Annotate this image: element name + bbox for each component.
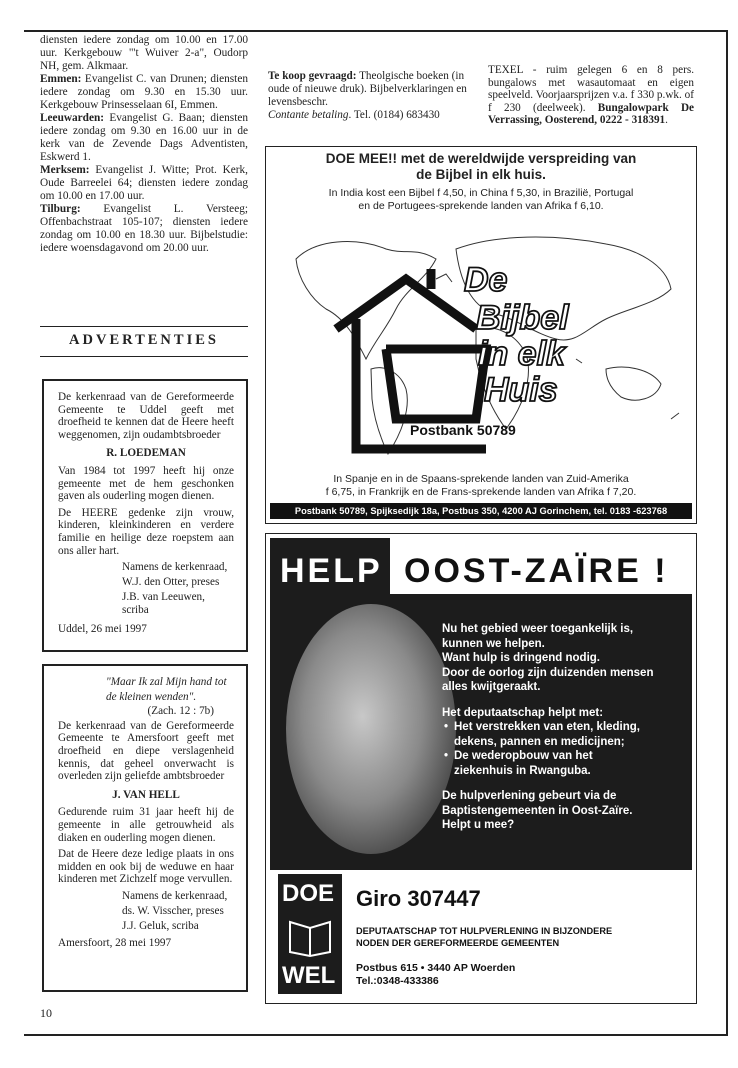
services-leeuwarden: Leeuwarden: Evangelist G. Baan; diensten iedere zondag om 9.30 en 16.00 uur in de kerk van de Zevende Dags Adventisten, Eskwerd 1.	[40, 112, 248, 163]
signature-line: Namens de kerkenraad,	[122, 889, 228, 902]
obituary-text: Dat de Heere deze ledige plaats in ons midden en ook bij de weduwe en haar kinderen met Zichzelf moge vervullen.	[58, 848, 234, 886]
obituary-text: Gedurende ruim 31 jaar heeft hij de gemeente in alle getrouwheid als diaken en ouderling mogen dienen.	[58, 806, 234, 844]
giro-number: Giro 307447	[356, 886, 481, 911]
ad-help-oost-zaire	[265, 533, 697, 1004]
logo-word-in-elk: in elk	[478, 335, 565, 373]
logo-word-huis: Huis	[484, 371, 558, 409]
ad-bijbel-in-elk-huis	[265, 146, 697, 524]
bible-quote: "Maar Ik zal Mijn hand tot	[106, 676, 227, 688]
page-border-bottom	[24, 1034, 728, 1036]
signature-line: Namens de kerkenraad,	[122, 561, 228, 574]
obituary-text: Van 1984 tot 1997 heeft hij onze gemeente met de hem geschonken gaven als ouderling mogen dienen.	[58, 464, 234, 503]
classified-te-koop: Te koop gevraagd: Theolgische boeken (in oude of nieuwe druk). Bijbelverklaringen en levensbeschr. Contante betaling. Tel. (0184) 683430	[268, 70, 467, 121]
ad-headline-help: HELP	[280, 552, 383, 590]
obituary-date: Amersfoort, 28 mei 1997	[58, 936, 172, 949]
obituary-name: J. VAN HELL	[112, 788, 180, 801]
ad-headline-oost-zaire: OOST-ZAÏRE !	[404, 552, 669, 590]
deputaatschap-name: DEPUTAATSCHAP TOT HULPVERLENING IN BIJZONDERE NODEN DER GEREFORMEERDE GEMEENTEN	[356, 926, 613, 948]
photo-woman	[286, 604, 456, 854]
classified-texel: TEXEL - ruim gelegen 6 en 8 pers. bungalows met wasautomaat en eigen speelveld. Voorjaarsprijzen v.a. f 330 p.wk. of f 230 (deelweek). Bungalowpark De Verrassing, Oosterend, 0222 - 318391.	[488, 64, 694, 127]
section-heading-advertenties: ADVERTENTIES	[69, 332, 219, 348]
obituary-date: Uddel, 26 mei 1997	[58, 623, 147, 636]
contact-address: Postbus 615 • 3440 AP Woerden Tel.:0348-433386	[356, 962, 516, 987]
list-item: • De wederopbouw van het ziekenhuis in Rwanguba.	[454, 749, 682, 778]
page-border-top	[24, 30, 728, 32]
logo-word-bijbel: Bijbel	[476, 299, 569, 337]
obituary-intro: De kerkenraad van de Gereformeerde Gemeente te Uddel geeft met droefheid te kennen dat de Heere heeft weggenomen, zijn oudambtsbroeder	[58, 391, 234, 441]
ad-contact-bar: Postbank 50789, Spijksedijk 18a, Postbus 350, 4200 AJ Gorinchem, tel. 0183 -623768	[270, 503, 692, 519]
help-list	[442, 720, 682, 778]
logo-word-de: De	[464, 261, 508, 299]
ad-subtext: In Spanje en in de Spaans-sprekende landen van Zuid-Amerika f 6,75, in Frankrijk en de Frans-sprekende landen van Afrika f 7,20.	[325, 473, 637, 498]
list-item: • Het verstrekken van eten, kleding, dekens, pannen en medicijnen;	[454, 720, 682, 749]
obituary-name: R. LOEDEMAN	[106, 447, 186, 460]
doe-wel-logo: DOE WEL	[278, 874, 342, 994]
page-number: 10	[40, 1006, 52, 1020]
divider	[40, 326, 248, 327]
services-merksem: Merksem: Evangelist J. Witte; Prot. Kerk, Oude Barreelei 64; diensten iedere zondag om 10.00 en 17.00 uur.	[40, 164, 248, 202]
world-map-logo	[276, 219, 686, 469]
obituary-intro: De kerkenraad van de Gereformeerde Gemeente te Amersfoort geeft met droefheid en diepe verslagenheid kennis, dat geheel onverwacht is overleden zijn geliefde ambtsbroeder	[58, 719, 234, 783]
bible-quote: de kleinen wenden".	[106, 690, 197, 703]
obituary-van-hell	[42, 664, 248, 992]
obituary-loedeman	[42, 379, 248, 652]
ad-headline: DOE MEE!! met de wereldwijde verspreiding van de Bijbel in elk huis.	[325, 151, 637, 182]
services-emmen: Emmen: Evangelist C. van Drunen; diensten iedere zondag om 9.30 en 15.30 uur. Kerkgebouw Prinsesselaan 6I, Emmen.	[40, 73, 248, 111]
page-border-right	[726, 30, 728, 1034]
signature-line: ds. W. Visscher, preses	[122, 904, 224, 917]
church-services-listing	[40, 34, 248, 255]
bible-reference: (Zach. 12 : 7b)	[147, 705, 214, 718]
open-book-icon	[286, 912, 334, 958]
signature-line: J.J. Geluk, scriba	[122, 919, 199, 932]
ad-subtext: In India kost een Bijbel f 4,50, in China f 5,30, in Brazilië, Portugal en de Portugees-sprekende landen van Afrika f 6,10.	[328, 187, 634, 212]
ad-body-text: Nu het gebied weer toegankelijk is, kunnen we helpen. Want hulp is dringend nodig. Door de oorlog zijn duizenden mensen alles kwijtgeraakt. Het deputaatschap helpt met: • Het verstrekken van eten, kleding, dekens, pannen en medicijnen; • De wederopbouw van het ziekenhuis in Rwanguba. De hulpverlening gebeurt via de Baptistengemeenten in Oost-Zaïre. Helpt u mee?	[442, 622, 682, 844]
signature-line: J.B. van Leeuwen, scriba	[122, 591, 205, 617]
obituary-text: De HEERE gedenke zijn vrouw, kinderen, kleinkinderen en verdere familie en heilige deze roepstem aan ons aller hart.	[58, 506, 234, 557]
signature-line: W.J. den Otter, preses	[122, 576, 220, 589]
divider	[40, 356, 248, 357]
logo-postbank: Postbank 50789	[410, 422, 516, 438]
services-intro: diensten iedere zondag om 10.00 en 17.00 uur. Kerkgebouw "'t Wuiver 2-a", Oudorp NH, gem. Alkmaar.	[40, 34, 248, 72]
services-tilburg: Tilburg: Evangelist L. Versteeg; Offenbachstraat 105-107; diensten iedere zondag om 10.00 en 18.30 uur. Bijbelstudie: iedere woensdagavond om 20.00 uur.	[40, 203, 248, 254]
